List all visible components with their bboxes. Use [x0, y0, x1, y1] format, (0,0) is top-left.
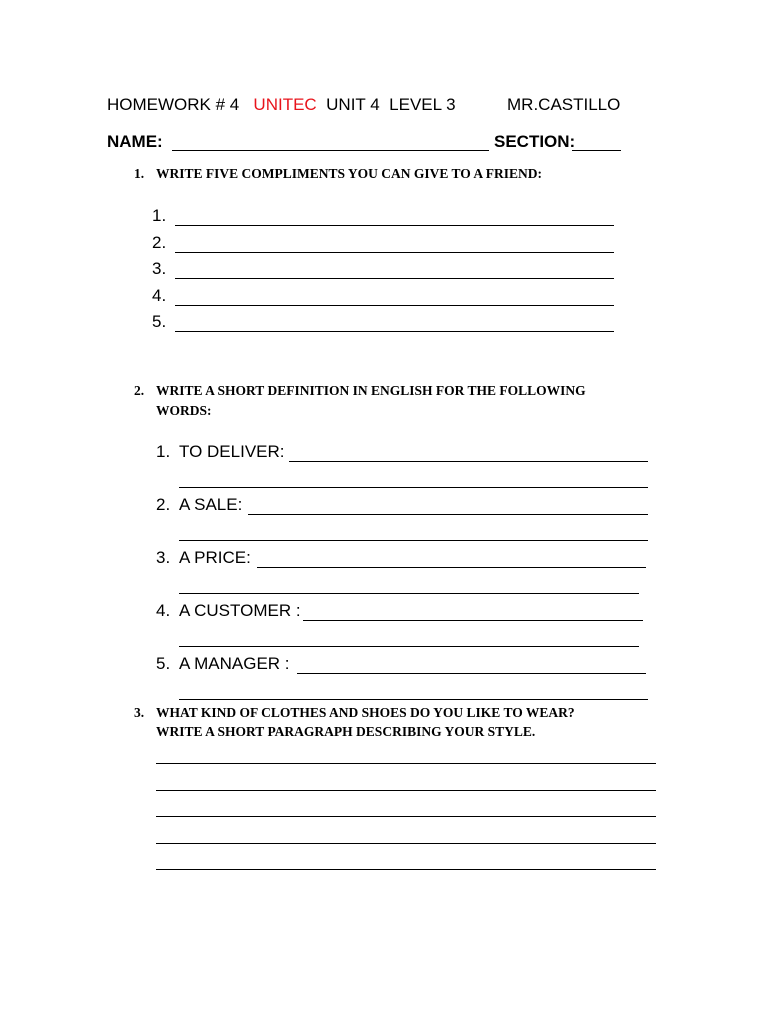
q2-answer-line[interactable] [179, 540, 648, 541]
q2-item-number: 3. [156, 548, 171, 567]
q2-item-number: 2. [156, 495, 171, 514]
section-label: SECTION: [494, 132, 576, 151]
q2-answer-line[interactable] [248, 514, 648, 515]
q2-answer-line[interactable] [257, 567, 646, 568]
q2-term-label: A MANAGER : [179, 654, 290, 673]
q1-item-number: 4. [152, 286, 167, 305]
q2-answer-line[interactable] [303, 620, 643, 621]
q2-item-number: 5. [156, 654, 171, 673]
section-field[interactable] [572, 150, 621, 151]
q2-term-label: A SALE: [179, 495, 243, 514]
q1-text: WRITE FIVE COMPLIMENTS YOU CAN GIVE TO A FRIEND: [156, 166, 543, 181]
q2-text-line2: WORDS: [156, 403, 212, 418]
school-name: UNITEC [253, 95, 317, 114]
q3-text-line1: WHAT KIND OF CLOTHES AND SHOES DO YOU LIKE TO WEAR? [156, 705, 575, 720]
q2-answer-line[interactable] [179, 593, 639, 594]
q1-answer-line-2[interactable] [175, 252, 614, 253]
q2-item-number: 4. [156, 601, 171, 620]
q3-answer-line[interactable] [156, 843, 656, 844]
q2-text-line1: WRITE A SHORT DEFINITION IN ENGLISH FOR THE FOLLOWING [156, 383, 586, 398]
q2-answer-line[interactable] [179, 699, 648, 700]
q2-answer-line[interactable] [179, 487, 648, 488]
q2-term-label: A PRICE: [179, 548, 251, 567]
q3-number: 3. [134, 705, 145, 720]
q3-answer-line[interactable] [156, 790, 656, 791]
unit-label: UNIT 4 [326, 95, 380, 114]
q1-number: 1. [134, 166, 145, 181]
q1-answer-line-4[interactable] [175, 305, 614, 306]
q2-answer-line[interactable] [297, 673, 646, 674]
q1-answer-line-5[interactable] [175, 331, 614, 332]
q3-answer-line[interactable] [156, 869, 656, 870]
q2-number: 2. [134, 383, 145, 398]
q1-answer-line-3[interactable] [175, 278, 614, 279]
q2-answer-line[interactable] [179, 646, 639, 647]
q2-term-label: A CUSTOMER : [179, 601, 301, 620]
name-field[interactable] [172, 150, 489, 151]
teacher-name: MR.CASTILLO [507, 95, 621, 114]
homework-label: HOMEWORK # 4 [107, 95, 240, 114]
q3-text-line2: WRITE A SHORT PARAGRAPH DESCRIBING YOUR STYLE. [156, 724, 536, 739]
q1-item-number: 5. [152, 312, 167, 331]
q1-answer-line-1[interactable] [175, 225, 614, 226]
q2-term-label: TO DELIVER: [179, 442, 285, 461]
q1-item-number: 1. [152, 206, 167, 225]
q2-answer-line[interactable] [289, 461, 648, 462]
q1-item-number: 2. [152, 233, 167, 252]
header-title-row [107, 95, 456, 115]
q3-answer-line[interactable] [156, 816, 656, 817]
q3-answer-line[interactable] [156, 763, 656, 764]
level-label: LEVEL 3 [389, 95, 456, 114]
q2-item-number: 1. [156, 442, 171, 461]
q1-item-number: 3. [152, 259, 167, 278]
name-label: NAME: [107, 132, 163, 151]
